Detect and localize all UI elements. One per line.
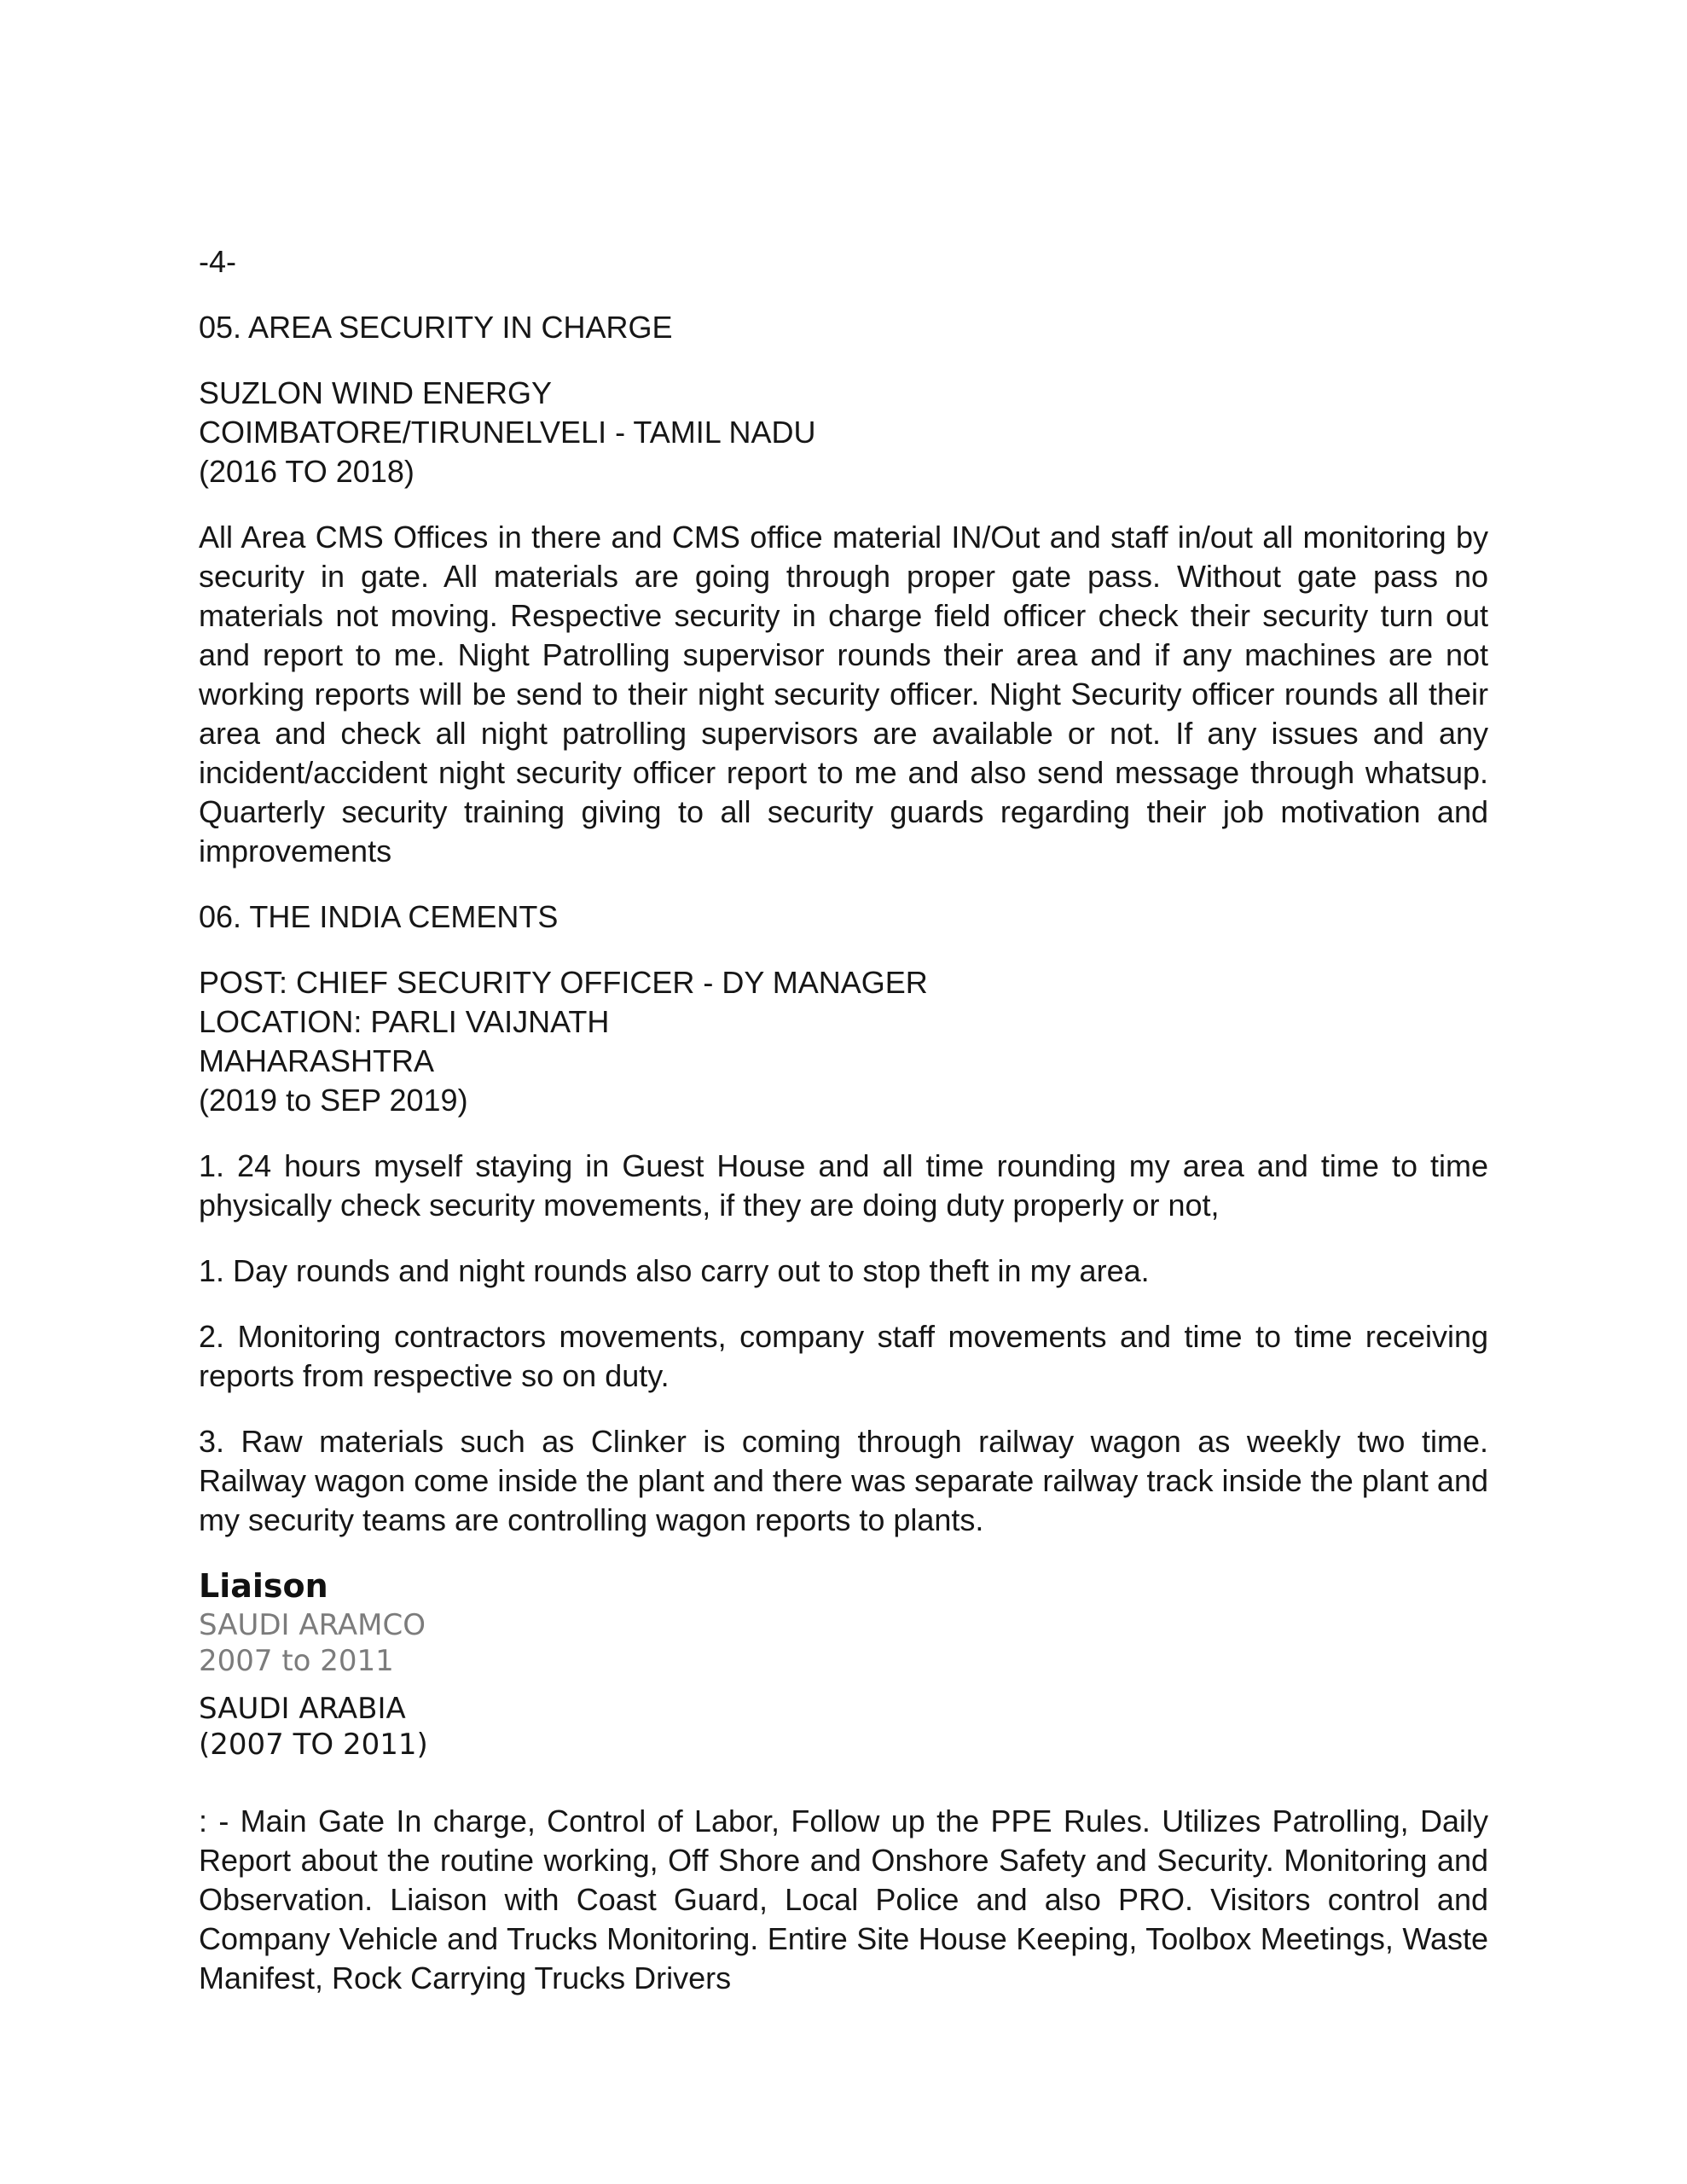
liaison-heading: Liaison [199,1567,328,1605]
page-number: -4- [199,244,236,279]
liaison-description: : - Main Gate In charge, Control of Labor, Follow up the PPE Rules. Utilizes Patrolling, Daily Report about the routine working, Off Shore and Onshore Safety and Security. Monitoring and Observation. Liaison with Coast Guard, Local Police and also PRO. Visitors control and Company Vehicle and Trucks Monitoring. Entire Site House Keeping, Toolbox Meetings, Waste Manifest, Rock Carrying Trucks Drivers [199,1804,1488,1995]
duty-item-1: 1. 24 hours myself staying in Guest House and all time rounding my area and time to time physically check security movements, if they are doing duty properly or not, [199,1148,1488,1223]
section-05-heading: 05. AREA SECURITY IN CHARGE [199,310,673,345]
post-line: POST: CHIEF SECURITY OFFICER - DY MANAGER [199,965,928,1000]
liaison-country: SAUDI ARABIA [199,1692,406,1726]
section-06-heading: 06. THE INDIA CEMENTS [199,899,559,934]
org-name: SUZLON WIND ENERGY [199,375,553,410]
liaison-period: 2007 to 2011 [199,1644,394,1678]
liaison-period-2: (2007 TO 2011) [199,1728,428,1762]
state-line: MAHARASHTRA [199,1043,435,1078]
period-line: (2019 to SEP 2019) [199,1083,468,1118]
duty-item-3: 2. Monitoring contractors movements, company staff movements and time to time receiving reports from respective so on duty. [199,1319,1488,1393]
duty-item-2: 1. Day rounds and night rounds also carry out to stop theft in my area. [199,1253,1150,1288]
liaison-company: SAUDI ARAMCO [199,1608,426,1642]
section-05-description: All Area CMS Offices in there and CMS office material IN/Out and staff in/out all monitoring by security in gate. All materials are going through proper gate pass. Without gate pass no materials not moving. Respective security in charge field officer check their security turn out and report to me. Night Patrolling supervisor rounds their area and if any machines are not working reports will be send to their night security officer. Night Security officer rounds all their area and check all night patrolling supervisors are available or not. If any issues and any incident/accident night security officer report to me and also send message through whatsup. Quarterly security training giving to all security guards regarding their job motivation and improvements [199,520,1488,868]
duty-item-4: 3. Raw materials such as Clinker is coming through railway wagon as weekly two time. Railway wagon come inside the plant and there was separate railway track inside the plant and my security teams are controlling wagon reports to plants. [199,1424,1488,1537]
org-period: (2016 TO 2018) [199,454,415,489]
location-line: LOCATION: PARLI VAIJNATH [199,1004,610,1039]
section-05-organization [199,374,1488,491]
org-location: COIMBATORE/TIRUNELVELI - TAMIL NADU [199,415,816,450]
section-06-details [199,963,1488,1120]
